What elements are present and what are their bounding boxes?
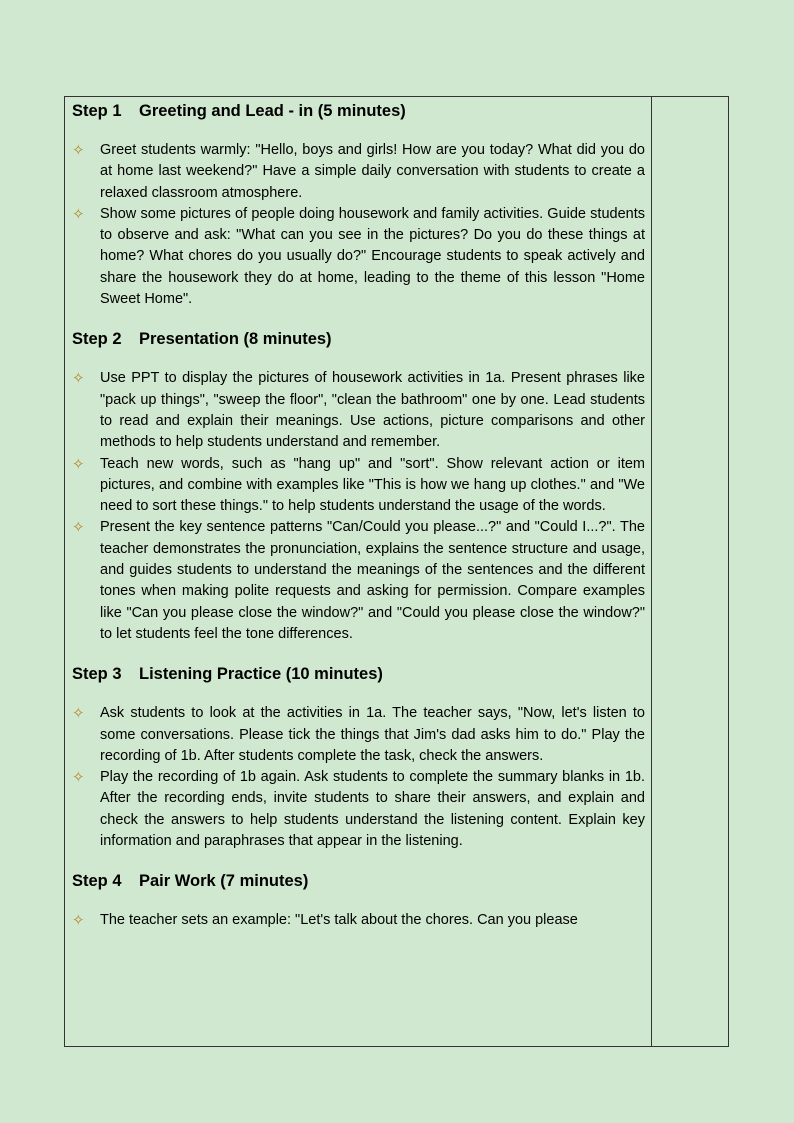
four-point-star-bullet-icon: ✧ xyxy=(72,455,85,473)
four-point-star-bullet-icon: ✧ xyxy=(72,205,85,223)
step-number: Step 4 xyxy=(72,872,122,891)
list-item xyxy=(72,517,645,645)
four-point-star-bullet-icon: ✧ xyxy=(72,519,85,537)
list-item xyxy=(72,204,645,310)
four-point-star-bullet-icon: ✧ xyxy=(72,705,85,723)
step-title: Greeting and Lead - in (5 minutes) xyxy=(139,102,406,120)
four-point-star-bullet-icon: ✧ xyxy=(72,912,85,930)
lesson-plan-table xyxy=(64,96,729,1047)
step-4-section xyxy=(72,869,645,931)
list-item-text: Present the key sentence patterns "Can/Could you please...?" and "Could I...?". The teacher demonstrates the pronunciation, explains the sentence structure and usage, and guides students to understand the meanings of the sentences and the different tones when making polite requests and asking for permission. Compare examples like "Can you please close the window?" and "Could you please close the window?" to let students feel the tone differences. xyxy=(100,519,645,642)
list-item-text: Ask students to look at the activities in 1a. The teacher says, "Now, let's listen to some conversations. Please tick the things that Jim's dad asks him to do." Play the recording of 1b. After students complete the task, check the answers. xyxy=(100,705,645,764)
notes-column xyxy=(652,97,728,1046)
list-item xyxy=(72,703,645,767)
step-number: Step 2 xyxy=(72,330,122,349)
list-item-text: Use PPT to display the pictures of housework activities in 1a. Present phrases like "pack up things", "sweep the floor", "clean the bathroom" one by one. Lead students to read and explain their meanings. Use actions, picture comparisons and other methods to help students understand and remember. xyxy=(100,370,645,451)
step-number: Step 3 xyxy=(72,665,122,684)
four-point-star-bullet-icon: ✧ xyxy=(72,769,85,787)
four-point-star-bullet-icon: ✧ xyxy=(72,142,85,159)
list-item xyxy=(72,910,645,931)
step-item-list xyxy=(72,140,645,310)
step-1-section xyxy=(72,99,645,310)
lesson-steps-column xyxy=(65,97,652,1046)
step-title: Presentation (8 minutes) xyxy=(139,330,332,349)
step-2-section xyxy=(72,327,645,645)
step-heading xyxy=(72,869,645,893)
step-title: Pair Work (7 minutes) xyxy=(139,872,309,891)
list-item-text: Greet students warmly: "Hello, boys and girls! How are you today? What did you do at home last weekend?" Have a simple daily conversation with students to create a relaxed classroom atmosphere. xyxy=(100,142,645,201)
step-heading xyxy=(72,327,645,351)
four-point-star-bullet-icon: ✧ xyxy=(72,370,85,388)
step-item-list xyxy=(72,910,645,931)
step-title: Listening Practice (10 minutes) xyxy=(139,665,383,684)
list-item-text: Show some pictures of people doing housework and family activities. Guide students to observe and ask: "What can you see in the pictures? Do you do these things at home? What chores do you usually do?" Encourage students to speak actively and share the housework they do at home, leading to the theme of this lesson "Home Sweet Home". xyxy=(100,205,645,308)
step-3-section xyxy=(72,662,645,852)
list-item xyxy=(72,140,645,204)
step-item-list xyxy=(72,368,645,645)
list-item xyxy=(72,767,645,852)
list-item-text: Play the recording of 1b again. Ask students to complete the summary blanks in 1b. After the recording ends, invite students to share their answers, and explain and check the answers to help students understand the listening content. Explain key information and paraphrases that appear in the listening. xyxy=(100,769,645,850)
step-heading xyxy=(72,99,645,123)
list-item xyxy=(72,454,645,518)
list-item-text: Teach new words, such as "hang up" and "sort". Show relevant action or item pictures, and combine with examples like "This is how we hang up clothes." and "We need to sort these things." to help students understand the usage of the words. xyxy=(100,455,645,515)
list-item-text: The teacher sets an example: "Let's talk about the chores. Can you please xyxy=(100,912,578,929)
step-heading xyxy=(72,662,645,686)
list-item xyxy=(72,368,645,453)
step-number: Step 1 xyxy=(72,102,122,120)
step-item-list xyxy=(72,703,645,852)
